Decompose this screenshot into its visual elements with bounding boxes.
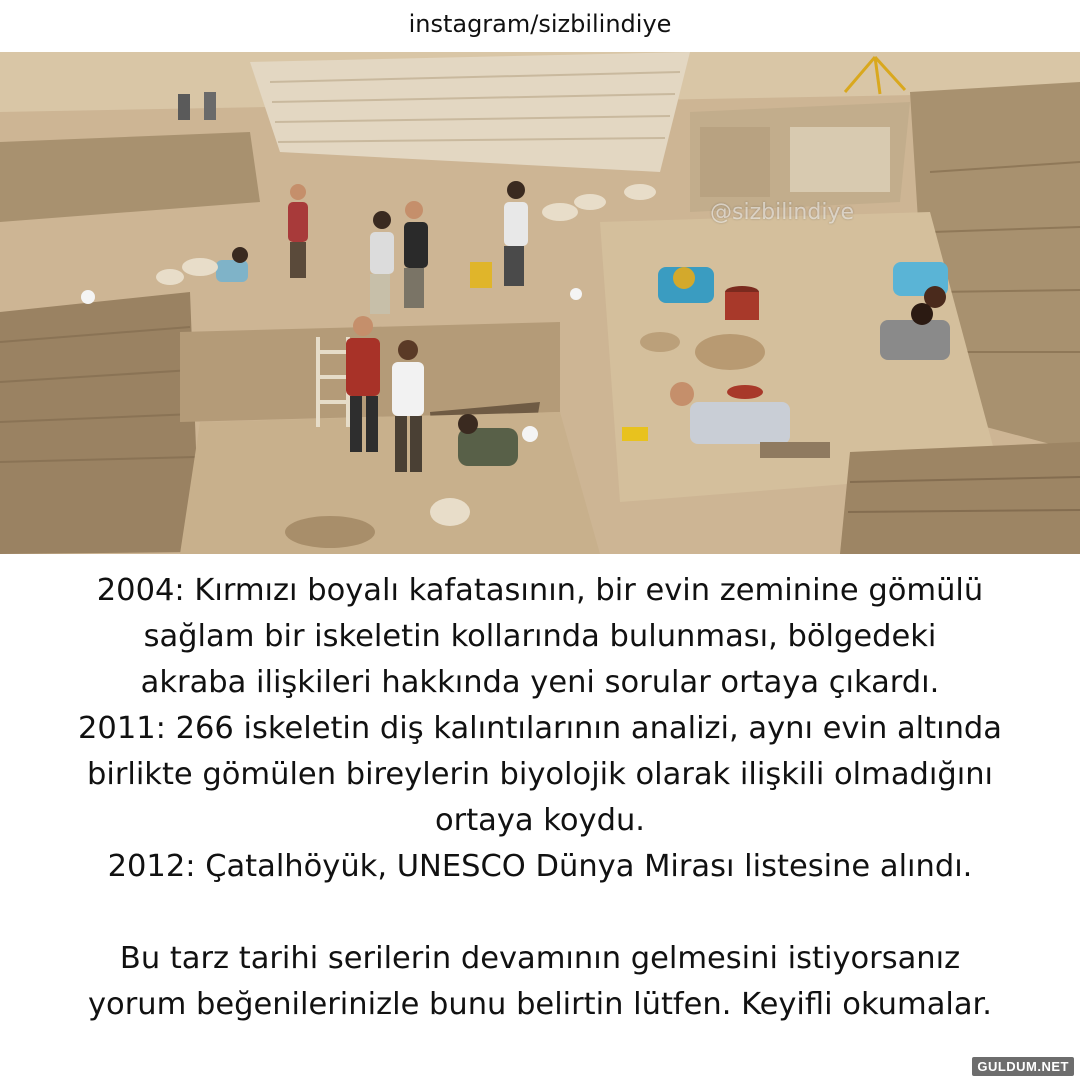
caption-line: 2012: Çatalhöyük, UNESCO Dünya Mirası listesine alındı. <box>107 849 973 884</box>
caption-line: 2004: Kırmızı boyalı kafatasının, bir evin zeminine gömülü <box>96 573 984 608</box>
instagram-handle: instagram/sizbilindiye <box>408 10 672 38</box>
excavation-photo <box>0 52 1080 554</box>
caption-line: ortaya koydu. <box>435 803 645 838</box>
caption-spacer <box>0 890 1080 936</box>
caption-line: birlikte gömülen bireylerin biyolojik olarak ilişkili olmadığını <box>86 757 994 792</box>
photo-watermark: @sizbilindiye <box>710 200 854 225</box>
caption-text <box>0 568 1080 1028</box>
source-badge: GULDUM.NET <box>972 1057 1074 1076</box>
closing-line: yorum beğenilerinizle bunu belirtin lütfen. Keyifli okumalar. <box>87 987 992 1022</box>
caption-line: sağlam bir iskeletin kollarında bulunması, bölgedeki <box>143 619 937 654</box>
closing-line: Bu tarz tarihi serilerin devamının gelmesini istiyorsanız <box>119 941 961 976</box>
excavation-illustration <box>0 52 1080 554</box>
caption-line: 2011: 266 iskeletin diş kalıntılarının analizi, aynı evin altında <box>78 711 1002 746</box>
caption-line: akraba ilişkileri hakkında yeni sorular ortaya çıkardı. <box>140 665 940 700</box>
